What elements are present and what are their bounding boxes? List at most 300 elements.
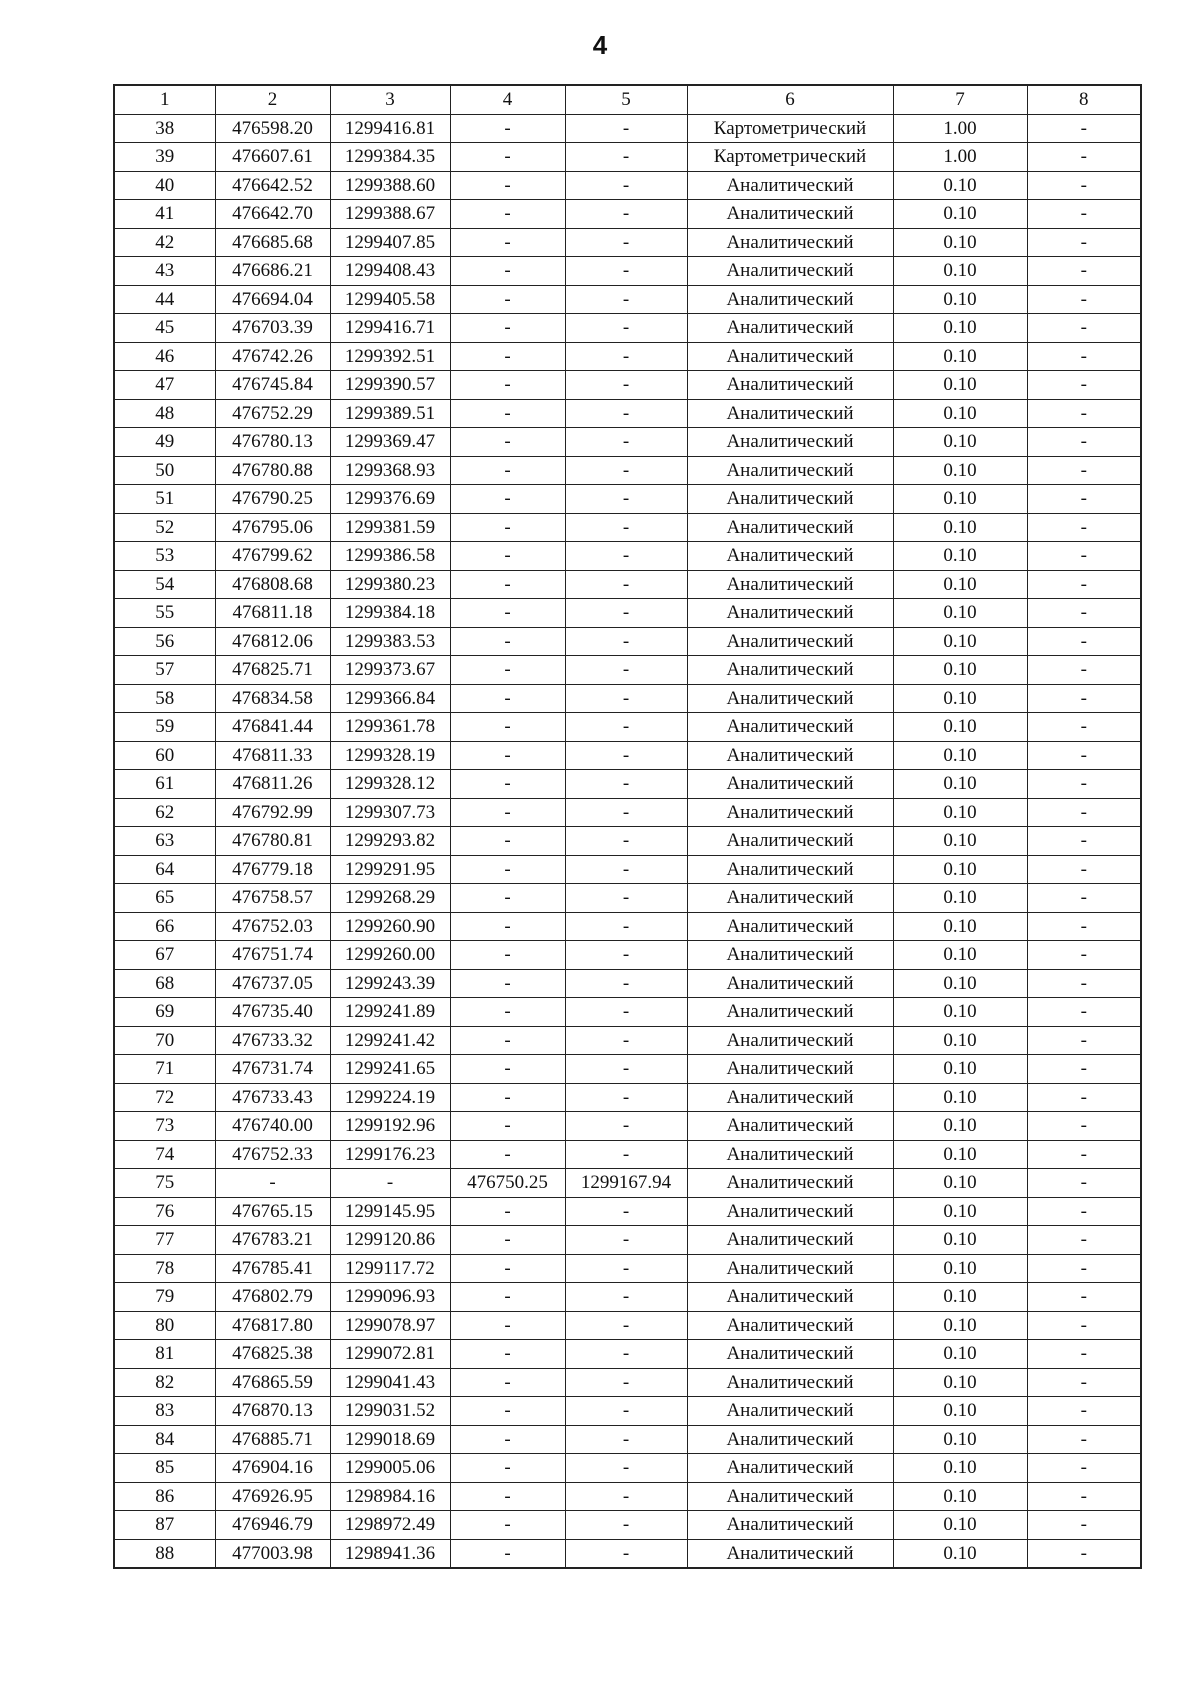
table-row [114,656,1141,685]
x-coordinate-cell: 476812.06 [215,627,330,656]
accuracy-cell: 0.10 [893,1368,1027,1397]
method-cell: Аналитический [687,314,893,343]
x-coordinate-cell: 476870.13 [215,1397,330,1426]
description-cell: - [1027,1340,1141,1369]
x-coordinate-cell: 476825.38 [215,1340,330,1369]
accuracy-cell: 0.10 [893,1397,1027,1426]
method-cell: Аналитический [687,1511,893,1540]
point-number-cell: 77 [114,1226,215,1255]
table-row [114,1226,1141,1255]
method-cell: Аналитический [687,1397,893,1426]
x-new-coordinate-cell: - [450,399,565,428]
method-cell: Аналитический [687,1311,893,1340]
x-coordinate-cell: 476607.61 [215,143,330,172]
point-number-cell: 56 [114,627,215,656]
y-new-coordinate-cell: - [565,257,687,286]
method-cell: Аналитический [687,1169,893,1198]
method-cell: Аналитический [687,1283,893,1312]
method-cell: Аналитический [687,371,893,400]
description-cell: - [1027,513,1141,542]
description-cell: - [1027,1226,1141,1255]
accuracy-cell: 0.10 [893,1539,1027,1568]
x-coordinate-cell: 476740.00 [215,1112,330,1141]
point-number-cell: 67 [114,941,215,970]
description-cell: - [1027,1482,1141,1511]
x-coordinate-cell: 476703.39 [215,314,330,343]
table-row [114,428,1141,457]
y-new-coordinate-cell: - [565,1254,687,1283]
point-number-cell: 42 [114,228,215,257]
x-new-coordinate-cell: - [450,285,565,314]
table-row [114,143,1141,172]
y-new-coordinate-cell: - [565,998,687,1027]
y-new-coordinate-cell: - [565,1055,687,1084]
table-row [114,627,1141,656]
x-coordinate-cell: 476642.70 [215,200,330,229]
description-cell: - [1027,399,1141,428]
y-new-coordinate-cell: - [565,371,687,400]
accuracy-cell: 0.10 [893,513,1027,542]
table-row [114,456,1141,485]
table-row [114,342,1141,371]
y-coordinate-cell: 1299224.19 [330,1083,450,1112]
x-new-coordinate-cell: - [450,171,565,200]
x-new-coordinate-cell: - [450,114,565,143]
y-new-coordinate-cell: - [565,1311,687,1340]
point-number-cell: 83 [114,1397,215,1426]
y-coordinate-cell: 1299388.67 [330,200,450,229]
accuracy-cell: 0.10 [893,741,1027,770]
x-new-coordinate-cell: - [450,741,565,770]
method-cell: Аналитический [687,570,893,599]
y-new-coordinate-cell: - [565,1482,687,1511]
x-coordinate-cell: 476733.32 [215,1026,330,1055]
x-new-coordinate-cell: - [450,314,565,343]
y-coordinate-cell: 1299416.81 [330,114,450,143]
x-coordinate-cell: 476799.62 [215,542,330,571]
accuracy-cell: 0.10 [893,200,1027,229]
table-row [114,684,1141,713]
table-row [114,1169,1141,1198]
y-new-coordinate-cell: - [565,1340,687,1369]
accuracy-cell: 0.10 [893,257,1027,286]
table-row [114,713,1141,742]
description-cell: - [1027,428,1141,457]
accuracy-cell: 0.10 [893,969,1027,998]
y-coordinate-cell: 1299376.69 [330,485,450,514]
x-coordinate-cell: 476926.95 [215,1482,330,1511]
method-cell: Аналитический [687,228,893,257]
y-new-coordinate-cell: - [565,485,687,514]
x-coordinate-cell: 476946.79 [215,1511,330,1540]
method-cell: Аналитический [687,656,893,685]
point-number-cell: 63 [114,827,215,856]
method-cell: Аналитический [687,1425,893,1454]
description-cell: - [1027,257,1141,286]
y-coordinate-cell: 1299328.19 [330,741,450,770]
x-new-coordinate-cell: - [450,456,565,485]
y-coordinate-cell: 1299407.85 [330,228,450,257]
point-number-cell: 59 [114,713,215,742]
table-row [114,1112,1141,1141]
point-number-cell: 51 [114,485,215,514]
description-cell: - [1027,456,1141,485]
y-new-coordinate-cell: - [565,1226,687,1255]
column-header-1: 1 [114,85,215,114]
method-cell: Аналитический [687,599,893,628]
y-new-coordinate-cell: - [565,741,687,770]
point-number-cell: 72 [114,1083,215,1112]
point-number-cell: 70 [114,1026,215,1055]
y-coordinate-cell: 1299241.42 [330,1026,450,1055]
x-coordinate-cell: 476780.13 [215,428,330,457]
description-cell: - [1027,827,1141,856]
y-new-coordinate-cell: - [565,1140,687,1169]
y-coordinate-cell: 1299386.58 [330,542,450,571]
y-new-coordinate-cell: - [565,855,687,884]
description-cell: - [1027,741,1141,770]
y-coordinate-cell: 1299381.59 [330,513,450,542]
description-cell: - [1027,314,1141,343]
table-row [114,371,1141,400]
x-new-coordinate-cell: - [450,1368,565,1397]
y-new-coordinate-cell: - [565,770,687,799]
y-new-coordinate-cell: - [565,285,687,314]
y-new-coordinate-cell: - [565,1511,687,1540]
y-new-coordinate-cell: - [565,599,687,628]
y-coordinate-cell: 1299005.06 [330,1454,450,1483]
method-cell: Аналитический [687,1026,893,1055]
point-number-cell: 49 [114,428,215,457]
accuracy-cell: 0.10 [893,371,1027,400]
point-number-cell: 85 [114,1454,215,1483]
y-coordinate-cell: 1298984.16 [330,1482,450,1511]
point-number-cell: 80 [114,1311,215,1340]
y-new-coordinate-cell: - [565,912,687,941]
table-row [114,1425,1141,1454]
table-row [114,599,1141,628]
point-number-cell: 48 [114,399,215,428]
point-number-cell: 76 [114,1197,215,1226]
method-cell: Аналитический [687,1254,893,1283]
accuracy-cell: 1.00 [893,114,1027,143]
x-coordinate-cell: 476885.71 [215,1425,330,1454]
x-new-coordinate-cell: - [450,1055,565,1084]
method-cell: Аналитический [687,912,893,941]
accuracy-cell: 1.00 [893,143,1027,172]
x-coordinate-cell: 476802.79 [215,1283,330,1312]
y-coordinate-cell: 1299383.53 [330,627,450,656]
y-new-coordinate-cell: - [565,428,687,457]
y-new-coordinate-cell: - [565,1539,687,1568]
x-coordinate-cell: 476751.74 [215,941,330,970]
y-new-coordinate-cell: - [565,342,687,371]
description-cell: - [1027,1425,1141,1454]
table-row [114,1340,1141,1369]
method-cell: Аналитический [687,1482,893,1511]
accuracy-cell: 0.10 [893,1425,1027,1454]
method-cell: Аналитический [687,627,893,656]
point-number-cell: 68 [114,969,215,998]
description-cell: - [1027,884,1141,913]
x-new-coordinate-cell: - [450,1482,565,1511]
point-number-cell: 44 [114,285,215,314]
y-coordinate-cell: 1299416.71 [330,314,450,343]
accuracy-cell: 0.10 [893,1140,1027,1169]
accuracy-cell: 0.10 [893,1254,1027,1283]
y-coordinate-cell: 1299408.43 [330,257,450,286]
x-new-coordinate-cell: - [450,770,565,799]
x-new-coordinate-cell: - [450,428,565,457]
x-coordinate-cell: 476811.33 [215,741,330,770]
x-coordinate-cell: 476780.88 [215,456,330,485]
y-coordinate-cell: 1299241.65 [330,1055,450,1084]
x-new-coordinate-cell: - [450,599,565,628]
column-header-4: 4 [450,85,565,114]
accuracy-cell: 0.10 [893,599,1027,628]
x-new-coordinate-cell: - [450,570,565,599]
x-coordinate-cell: 476811.26 [215,770,330,799]
point-number-cell: 39 [114,143,215,172]
description-cell: - [1027,1511,1141,1540]
y-new-coordinate-cell: - [565,1397,687,1426]
y-new-coordinate-cell: - [565,1083,687,1112]
description-cell: - [1027,998,1141,1027]
table-row [114,570,1141,599]
method-cell: Аналитический [687,513,893,542]
description-cell: - [1027,114,1141,143]
point-number-cell: 61 [114,770,215,799]
y-coordinate-cell: 1299031.52 [330,1397,450,1426]
point-number-cell: 58 [114,684,215,713]
accuracy-cell: 0.10 [893,1197,1027,1226]
description-cell: - [1027,570,1141,599]
y-new-coordinate-cell: - [565,1454,687,1483]
x-coordinate-cell: 476685.68 [215,228,330,257]
point-number-cell: 66 [114,912,215,941]
table-row [114,1026,1141,1055]
x-coordinate-cell: 476686.21 [215,257,330,286]
y-new-coordinate-cell: - [565,684,687,713]
description-cell: - [1027,855,1141,884]
x-new-coordinate-cell: - [450,1425,565,1454]
x-new-coordinate-cell: - [450,798,565,827]
y-new-coordinate-cell: - [565,1368,687,1397]
point-number-cell: 47 [114,371,215,400]
x-coordinate-cell: 476841.44 [215,713,330,742]
column-header-7: 7 [893,85,1027,114]
accuracy-cell: 0.10 [893,228,1027,257]
point-number-cell: 53 [114,542,215,571]
accuracy-cell: 0.10 [893,627,1027,656]
x-coordinate-cell: 476904.16 [215,1454,330,1483]
x-new-coordinate-cell: - [450,656,565,685]
table-body [114,114,1141,1568]
description-cell: - [1027,1169,1141,1198]
y-coordinate-cell: 1298972.49 [330,1511,450,1540]
y-new-coordinate-cell: - [565,114,687,143]
description-cell: - [1027,969,1141,998]
accuracy-cell: 0.10 [893,285,1027,314]
accuracy-cell: 0.10 [893,827,1027,856]
accuracy-cell: 0.10 [893,798,1027,827]
y-new-coordinate-cell: - [565,656,687,685]
method-cell: Аналитический [687,257,893,286]
point-number-cell: 69 [114,998,215,1027]
accuracy-cell: 0.10 [893,1026,1027,1055]
y-new-coordinate-cell: - [565,1425,687,1454]
y-coordinate-cell: 1299392.51 [330,342,450,371]
x-new-coordinate-cell: - [450,1140,565,1169]
x-coordinate-cell: 476765.15 [215,1197,330,1226]
x-new-coordinate-cell: - [450,1311,565,1340]
x-coordinate-cell: 476733.43 [215,1083,330,1112]
accuracy-cell: 0.10 [893,941,1027,970]
accuracy-cell: 0.10 [893,428,1027,457]
method-cell: Аналитический [687,200,893,229]
method-cell: Аналитический [687,1340,893,1369]
description-cell: - [1027,656,1141,685]
y-coordinate-cell: 1299366.84 [330,684,450,713]
description-cell: - [1027,798,1141,827]
table-row [114,998,1141,1027]
y-new-coordinate-cell: - [565,969,687,998]
table-header-row [114,85,1141,114]
table-row [114,485,1141,514]
accuracy-cell: 0.10 [893,456,1027,485]
method-cell: Картометрический [687,143,893,172]
description-cell: - [1027,770,1141,799]
table-row [114,969,1141,998]
method-cell: Аналитический [687,285,893,314]
x-new-coordinate-cell: - [450,1226,565,1255]
x-new-coordinate-cell: - [450,257,565,286]
y-new-coordinate-cell: - [565,1197,687,1226]
description-cell: - [1027,1140,1141,1169]
y-new-coordinate-cell: - [565,713,687,742]
x-coordinate-cell: 476865.59 [215,1368,330,1397]
method-cell: Аналитический [687,1112,893,1141]
description-cell: - [1027,143,1141,172]
method-cell: Картометрический [687,114,893,143]
x-coordinate-cell: 476642.52 [215,171,330,200]
y-coordinate-cell: 1299260.00 [330,941,450,970]
x-new-coordinate-cell: - [450,941,565,970]
accuracy-cell: 0.10 [893,1511,1027,1540]
accuracy-cell: 0.10 [893,1055,1027,1084]
y-coordinate-cell: 1299117.72 [330,1254,450,1283]
point-number-cell: 45 [114,314,215,343]
y-new-coordinate-cell: - [565,570,687,599]
page-number: 4 [592,30,608,60]
y-coordinate-cell: 1299041.43 [330,1368,450,1397]
x-new-coordinate-cell: - [450,513,565,542]
x-new-coordinate-cell: - [450,884,565,913]
accuracy-cell: 0.10 [893,656,1027,685]
method-cell: Аналитический [687,342,893,371]
method-cell: Аналитический [687,485,893,514]
description-cell: - [1027,228,1141,257]
x-coordinate-cell: 476808.68 [215,570,330,599]
y-coordinate-cell: 1299120.86 [330,1226,450,1255]
x-new-coordinate-cell: - [450,627,565,656]
x-coordinate-cell: 476735.40 [215,998,330,1027]
description-cell: - [1027,1254,1141,1283]
x-coordinate-cell: 476752.03 [215,912,330,941]
x-new-coordinate-cell: - [450,827,565,856]
point-number-cell: 79 [114,1283,215,1312]
y-new-coordinate-cell: - [565,941,687,970]
description-cell: - [1027,1311,1141,1340]
point-number-cell: 46 [114,342,215,371]
y-coordinate-cell: 1299368.93 [330,456,450,485]
description-cell: - [1027,171,1141,200]
method-cell: Аналитический [687,1083,893,1112]
accuracy-cell: 0.10 [893,1283,1027,1312]
x-coordinate-cell: 476834.58 [215,684,330,713]
x-new-coordinate-cell: - [450,969,565,998]
x-new-coordinate-cell: - [450,371,565,400]
description-cell: - [1027,599,1141,628]
x-new-coordinate-cell: - [450,342,565,371]
description-cell: - [1027,371,1141,400]
table-row [114,1311,1141,1340]
point-number-cell: 82 [114,1368,215,1397]
x-new-coordinate-cell: - [450,713,565,742]
column-header-5: 5 [565,85,687,114]
x-coordinate-cell: 476598.20 [215,114,330,143]
method-cell: Аналитический [687,1226,893,1255]
table-row [114,1283,1141,1312]
y-coordinate-cell: 1299293.82 [330,827,450,856]
y-new-coordinate-cell: - [565,884,687,913]
accuracy-cell: 0.10 [893,1311,1027,1340]
y-coordinate-cell: 1299176.23 [330,1140,450,1169]
table-row [114,1197,1141,1226]
x-new-coordinate-cell: - [450,684,565,713]
point-number-cell: 64 [114,855,215,884]
point-number-cell: 86 [114,1482,215,1511]
x-coordinate-cell: 476825.71 [215,656,330,685]
y-coordinate-cell: 1299384.35 [330,143,450,172]
y-coordinate-cell: 1299390.57 [330,371,450,400]
accuracy-cell: 0.10 [893,1226,1027,1255]
accuracy-cell: 0.10 [893,542,1027,571]
accuracy-cell: 0.10 [893,1083,1027,1112]
accuracy-cell: 0.10 [893,570,1027,599]
y-coordinate-cell: 1299260.90 [330,912,450,941]
point-number-cell: 50 [114,456,215,485]
point-number-cell: 84 [114,1425,215,1454]
y-coordinate-cell: 1299388.60 [330,171,450,200]
table-row [114,399,1141,428]
accuracy-cell: 0.10 [893,884,1027,913]
method-cell: Аналитический [687,798,893,827]
x-new-coordinate-cell: - [450,143,565,172]
table-row [114,513,1141,542]
description-cell: - [1027,1026,1141,1055]
description-cell: - [1027,1055,1141,1084]
x-new-coordinate-cell: - [450,1283,565,1312]
point-number-cell: 65 [114,884,215,913]
accuracy-cell: 0.10 [893,684,1027,713]
method-cell: Аналитический [687,428,893,457]
x-new-coordinate-cell: - [450,542,565,571]
description-cell: - [1027,627,1141,656]
point-number-cell: 41 [114,200,215,229]
method-cell: Аналитический [687,855,893,884]
point-number-cell: 60 [114,741,215,770]
